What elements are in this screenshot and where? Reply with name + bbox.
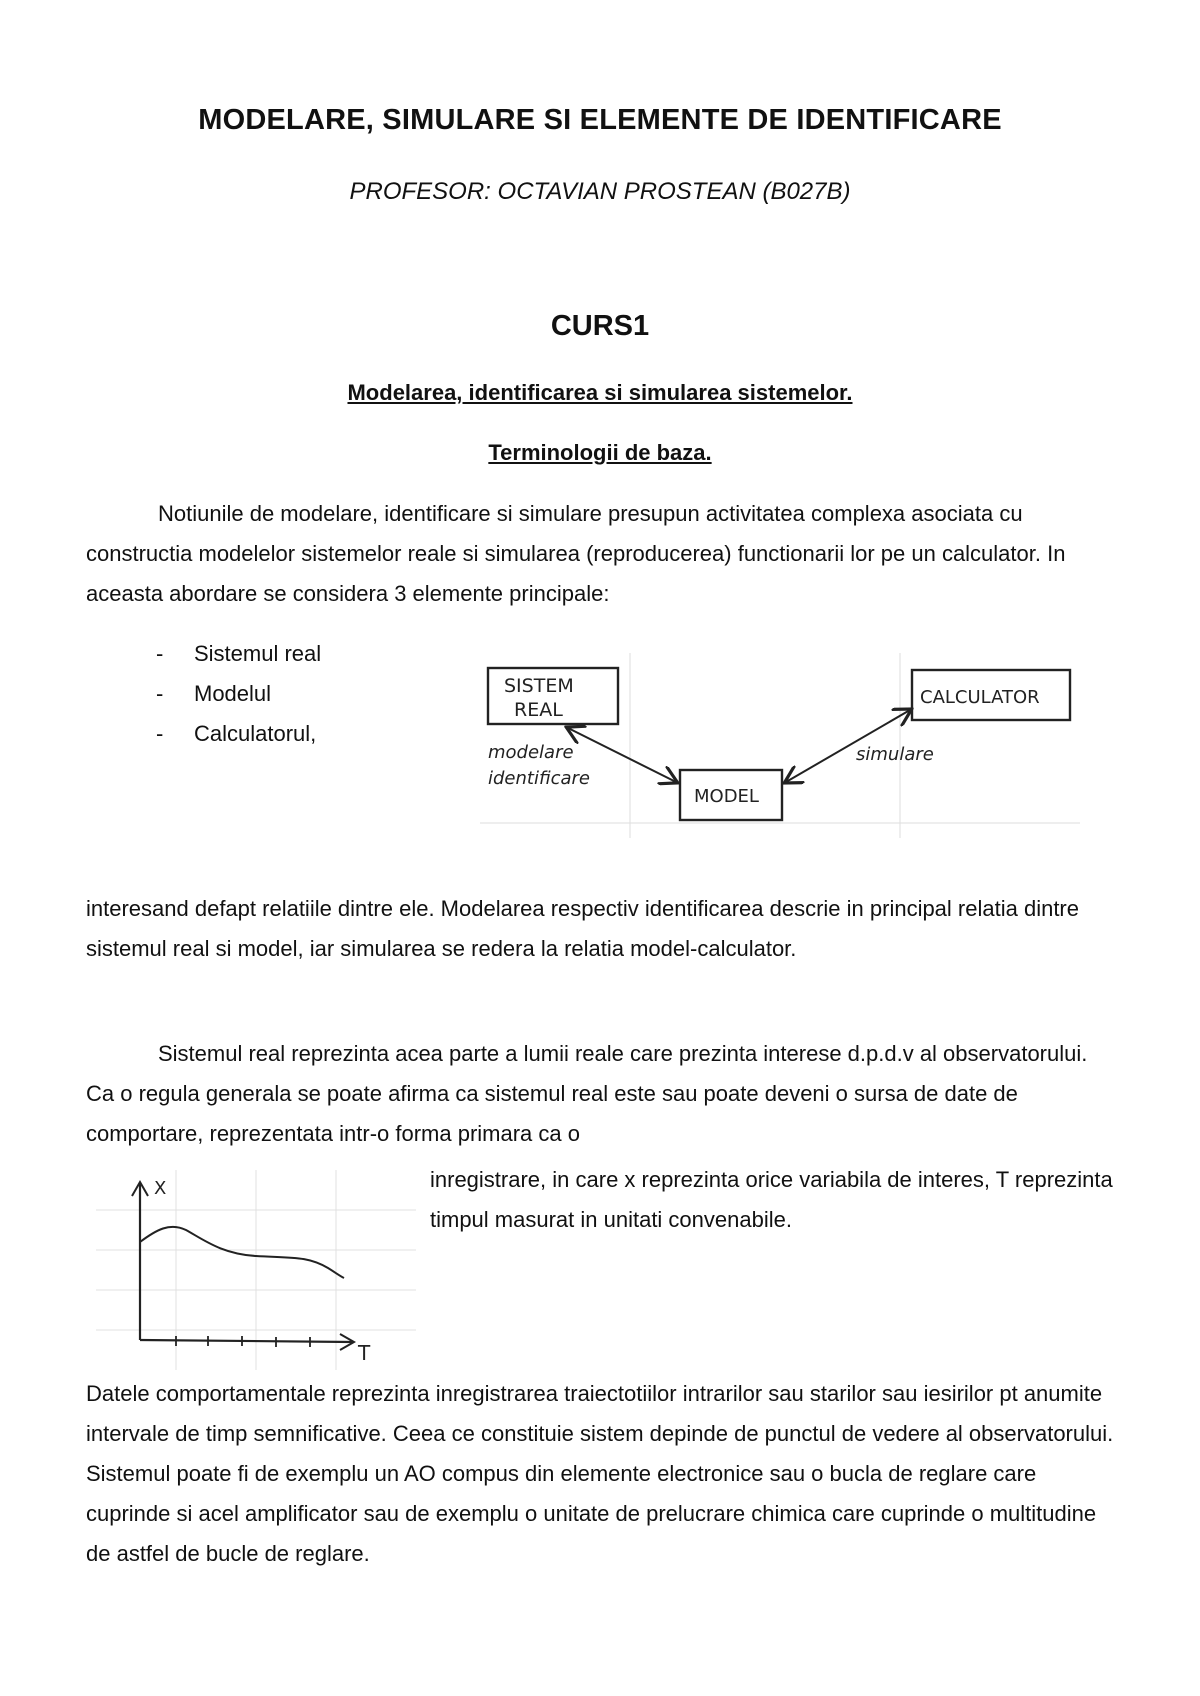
- system-model-diagram: [480, 648, 1080, 848]
- system-box-label-1: SISTEM: [504, 675, 574, 697]
- trajectory-curve: [140, 1227, 344, 1278]
- model-box-label: MODEL: [694, 786, 759, 807]
- subsection-heading: Terminologii de baza.: [488, 440, 712, 465]
- list-item: - Sistemul real: [156, 634, 321, 674]
- paragraph-recording: inregistrare, in care x reprezinta orice variabila de interes, T reprezinta timpul masurat in unitati convenabile.: [430, 1167, 1113, 1232]
- document-subtitle: PROFESOR: OCTAVIAN PROSTEAN (B027B): [349, 178, 851, 205]
- modeling-label-1: modelare: [488, 742, 574, 763]
- modeling-label-2: identificare: [488, 768, 590, 789]
- simulation-label: simulare: [856, 744, 934, 765]
- elements-list: [156, 634, 321, 754]
- list-item: - Calculatorul,: [156, 714, 321, 754]
- list-item: - Modelul: [156, 674, 321, 714]
- system-box-label-2: REAL: [514, 699, 563, 721]
- document-title: MODELARE, SIMULARE SI ELEMENTE DE IDENTIFICARE: [198, 104, 1002, 136]
- section-heading: Modelarea, identificarea si simularea sistemelor.: [347, 380, 853, 405]
- xt-graph: [96, 1170, 416, 1370]
- paragraph-behavioral-data: Datele comportamentale reprezinta inregistrarea traiectotiilor intrarilor sau starilor sau iesirilor pt anumite intervale de timp semnificative. Ceea ce constituie sistem depinde de punctul de vedere al observatorului. Sistemul poate fi de exemplu un AO compus din elemente electronice sau o bucla de reglare care cuprinde si acel amplificator sau de exemplu o unitate de prelucrare chimica care cuprinde o multitudine de astfel de bucle de reglare.: [86, 1381, 1114, 1566]
- paragraph-real-system: Sistemul real reprezinta acea parte a lumii reale care prezinta interese d.p.d.v al observatorului. Ca o regula generala se poate afirma ca sistemul real este sau poate deveni o sursa de date de comportare, reprezentata intr-o forma primara ca o: [86, 1041, 1088, 1146]
- x-axis: [140, 1340, 352, 1342]
- paragraph-intro: Notiunile de modelare, identificare si simulare presupun activitatea complexa asociata cu constructia modelelor sistemelor reale si simularea (reproducerea) functionarii lor pe un calculator. In aceasta abordare se considera 3 elemente principale:: [86, 501, 1066, 606]
- course-heading: CURS1: [550, 310, 650, 342]
- x-axis-label: T: [358, 1341, 371, 1365]
- y-axis-label: X: [154, 1178, 167, 1199]
- paragraph-relations: interesand defapt relatiile dintre ele. Modelarea respectiv identificarea descrie in principal relatia dintre sistemul real si model, iar simularea se redera la relatia model-calculator.: [86, 896, 1079, 961]
- calculator-box-label: CALCULATOR: [920, 687, 1040, 708]
